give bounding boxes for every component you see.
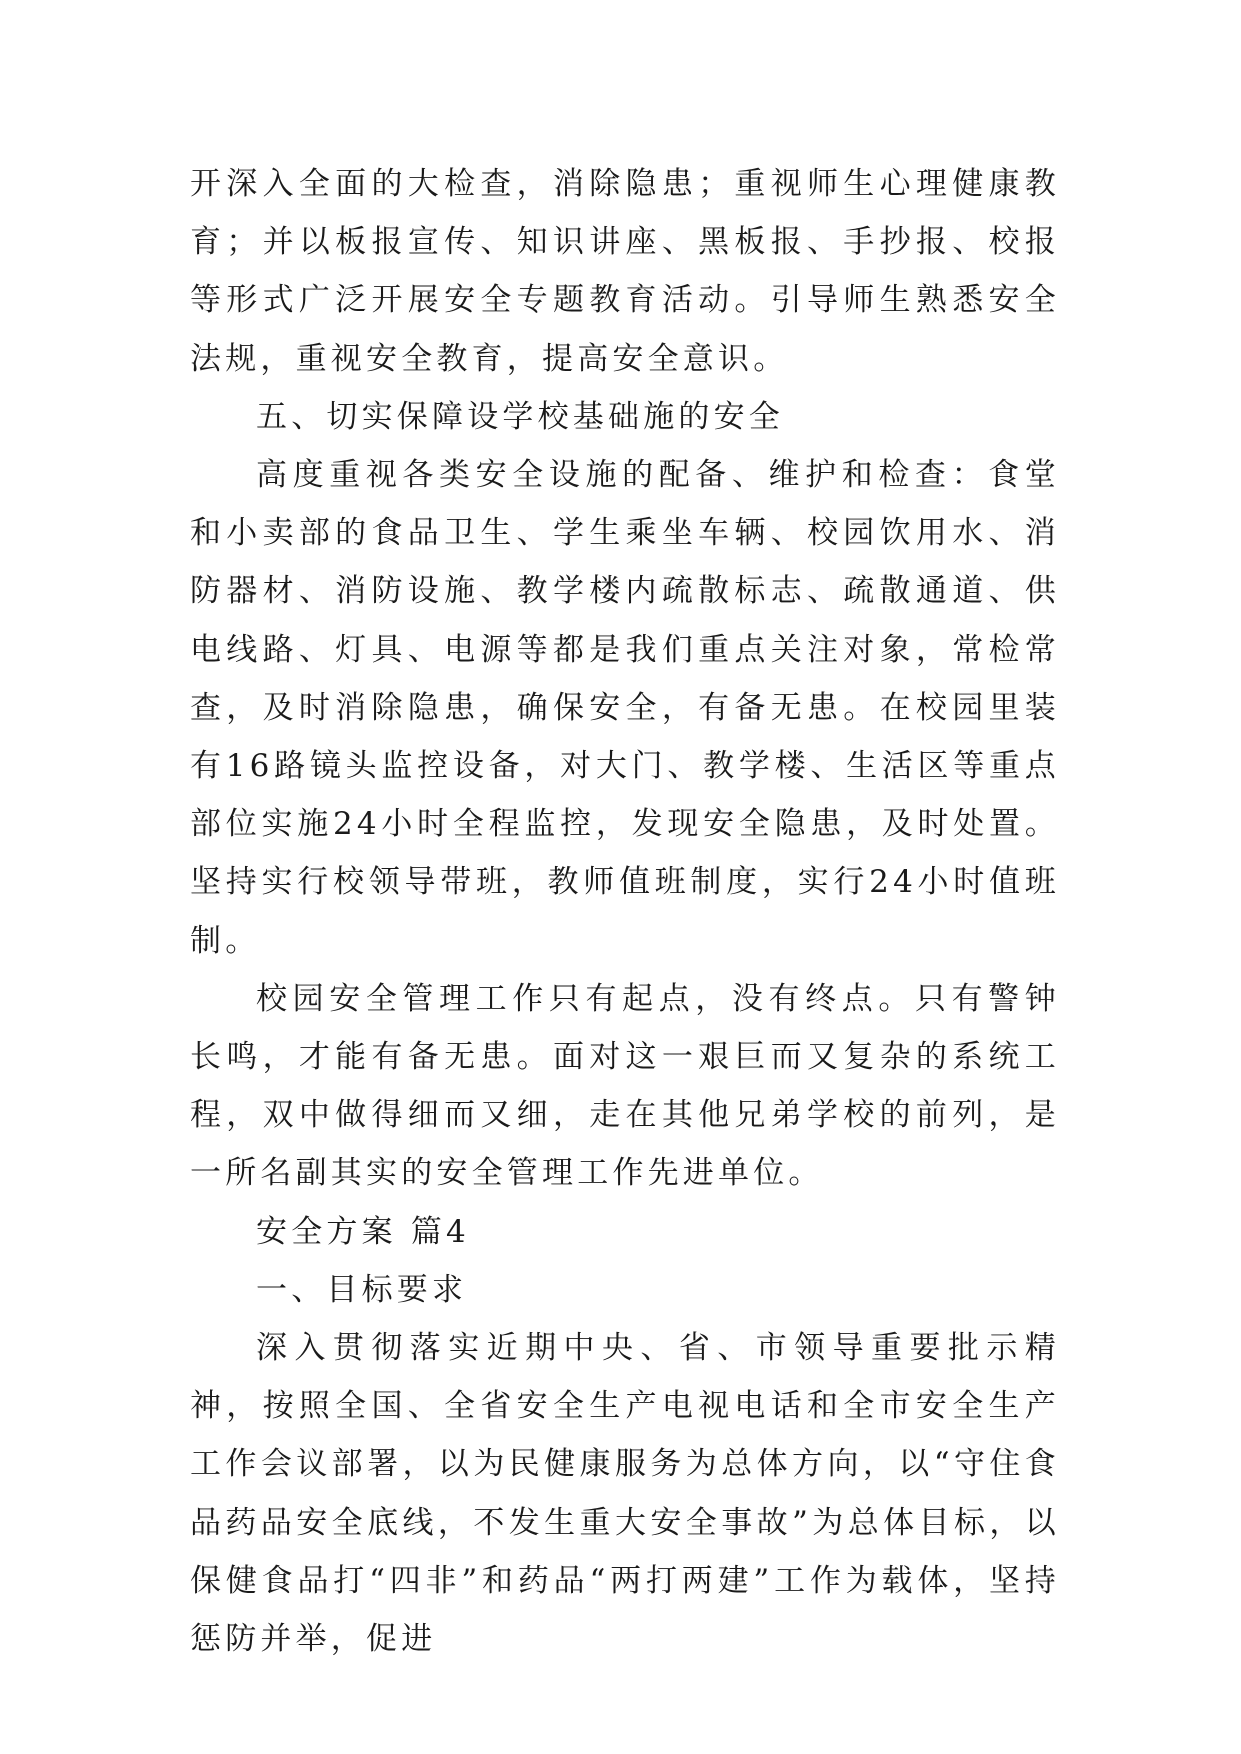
section-heading-one: 一、目标要求 <box>256 1271 468 1308</box>
paragraph-facilities: 高度重视各类安全设施的配备、维护和检查：食堂和小卖部的食品卫生、学生乘坐车辆、校园饮用水、消防器材、消防设施、教学楼内疏散标志、疏散通道、供电线路、灯具、电源等都是我们重点关注对象，常检常查，及时消除隐患，确保安全，有备无患。在校园里装有16路镜头监控设备，对大门、教学楼、生活区等重点部位实施24小时全程监控，发现安全隐患，及时处置。坚持实行校领导带班，教师值班制度，实行24小时值班制。 <box>190 457 1060 959</box>
document-page <box>190 155 1060 1668</box>
article-title: 安全方案 篇4 <box>256 1213 470 1250</box>
paragraph-continuation: 开深入全面的大检查，消除隐患；重视师生心理健康教育；并以板报宣传、知识讲座、黑板报、手抄报、校报等形式广泛开展安全专题教育活动。引导师生熟悉安全法规，重视安全教育，提高安全意识。 <box>190 166 1060 377</box>
paragraph-conclusion: 校园安全管理工作只有起点，没有终点。只有警钟长鸣，才能有备无患。面对这一艰巨而又复杂的系统工程，双中做得细而又细，走在其他兄弟学校的前列，是一所名副其实的安全管理工作先进单位。 <box>190 980 1060 1192</box>
section-heading-five: 五、切实保障设学校基础施的安全 <box>256 398 784 435</box>
paragraph-goals: 深入贯彻落实近期中央、省、市领导重要批示精神，按照全国、全省安全生产电视电话和全市安全生产工作会议部署，以为民健康服务为总体方向，以“守住食品药品安全底线，不发生重大安全事故”为总体目标，以保健食品打“四非”和药品“两打两建”工作为载体，坚持惩防并举，促进 <box>190 1330 1060 1658</box>
